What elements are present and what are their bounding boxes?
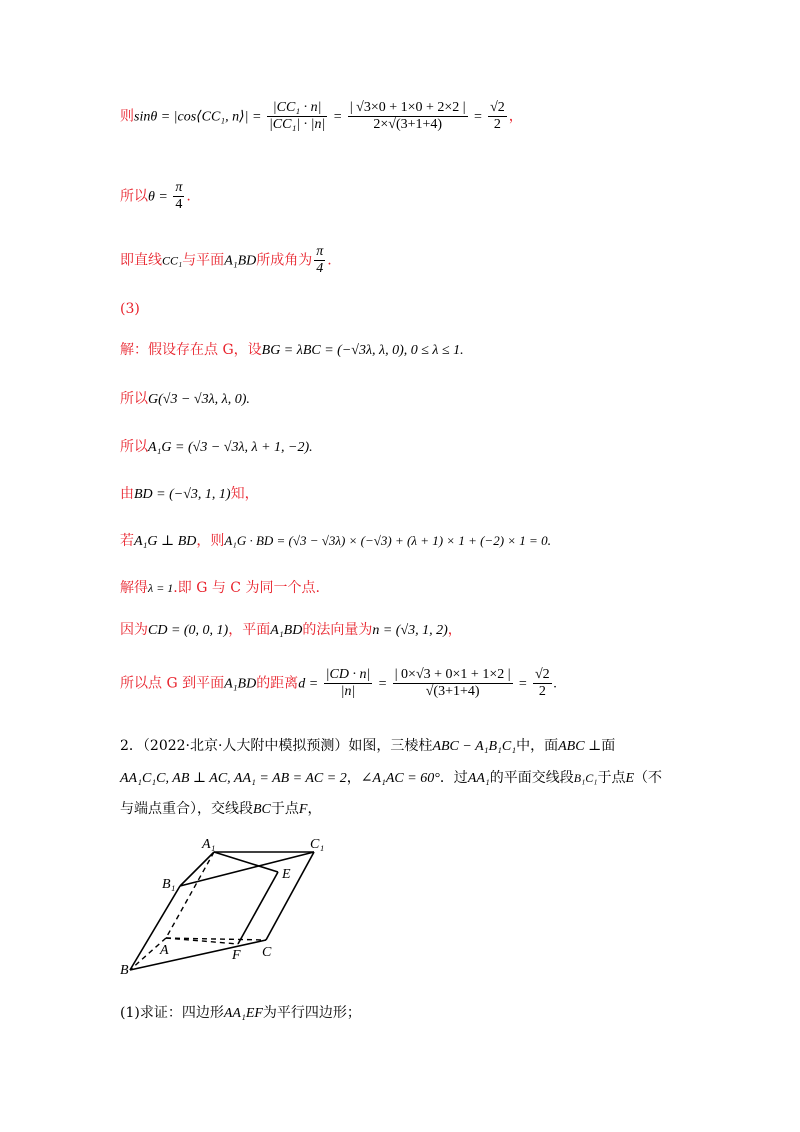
text: .: [327, 252, 332, 269]
text: 的距离: [256, 675, 299, 692]
label-c1: C₁: [310, 837, 325, 852]
math-expr: G(√3 − √3λ, λ, 0): [148, 392, 247, 407]
fraction: [267, 100, 327, 133]
math-expr: AA₁EF: [223, 1006, 263, 1021]
text: （不: [634, 770, 663, 786]
text: 由: [120, 486, 134, 502]
fraction-denominator: 4: [316, 261, 324, 276]
edge-b1-c1: [180, 852, 314, 886]
label-a1: A₁: [202, 837, 216, 852]
edge-b-c: [130, 940, 266, 970]
fraction: [314, 244, 325, 277]
text: 知，: [230, 486, 259, 502]
math-expr: B₁C₁: [573, 771, 598, 785]
fraction: [348, 100, 468, 133]
label-e: E: [282, 867, 291, 882]
fraction-denominator: |CC₁| · |n|: [268, 117, 326, 132]
math-expr: A₁G = (√3 − √3λ, λ + 1, −2): [148, 440, 310, 455]
fraction-denominator: 2: [538, 684, 546, 699]
math-expr: A₁G · BD = (√3 − √3λ) × (−√3) + (λ + 1) × 1 + (−2) × 1 = 0: [224, 533, 548, 548]
text: 面: [601, 738, 616, 754]
math-expr: A₁BD: [270, 623, 303, 638]
line-normal-vector: [120, 620, 462, 641]
text: 的法向量为: [302, 622, 373, 638]
edge-a-c: [166, 938, 266, 940]
text: .即 G 与 C 为同一个点.: [173, 580, 320, 596]
fraction: [173, 180, 184, 213]
text: 所以: [120, 439, 148, 455]
math-expr: =: [329, 109, 346, 125]
math-expr: BG = λBC = (−√3λ, λ, 0), 0 ≤ λ ≤ 1: [261, 343, 461, 358]
fraction-numerator: π: [316, 244, 324, 259]
text: .: [553, 676, 558, 692]
text: 所以点 G 到平面: [120, 675, 225, 692]
text: 即直线: [120, 252, 162, 269]
line-angle-result: [120, 244, 332, 277]
math-expr: λ = 1: [148, 581, 174, 595]
text: 与端点重合），交线段: [120, 801, 253, 817]
math-expr: E: [625, 771, 635, 786]
math-expr: θ =: [148, 189, 172, 205]
label-a: A: [160, 943, 169, 958]
line-assume-g: [120, 340, 464, 361]
math-expr: A₁BD: [224, 676, 257, 692]
math-expr: CD = (0, 0, 1): [148, 623, 229, 638]
line-sin-theta: [120, 100, 523, 133]
fraction-denominator: 4: [175, 197, 183, 212]
text: 若: [120, 533, 134, 549]
text: 与平面: [182, 252, 225, 269]
text: ，平面: [228, 622, 271, 638]
math-expr: CC₁: [162, 253, 183, 268]
text: 因为: [120, 622, 148, 638]
text: 解得: [120, 580, 148, 596]
math-expr: A₁G ⊥ BD: [134, 534, 197, 549]
math-expr: ∠A₁AC = 60°: [360, 771, 440, 786]
label-f: F: [232, 948, 241, 963]
fraction-numerator: | 0×√3 + 0×1 + 1×2 |: [394, 667, 511, 682]
text: .: [547, 534, 552, 549]
question-2-line-2: [120, 768, 662, 789]
text: ，: [346, 770, 361, 786]
line-perpendicular: [120, 531, 551, 552]
text: (1)求证：四边形: [120, 1005, 224, 1021]
math-expr: sinθ = |cos⟨CC₁, n⟩| =: [134, 109, 265, 125]
fraction-denominator: 2×√(3+1+4): [373, 117, 443, 132]
math-expr: ABC − A₁B₁C₁: [432, 739, 517, 754]
line-solve-lambda: [120, 578, 320, 598]
question-2-part-1: [120, 1003, 361, 1024]
math-expr: =: [469, 109, 487, 125]
math-expr: AA₁: [467, 771, 490, 786]
edge-a1-a: [166, 852, 214, 938]
fraction-numerator: √2: [490, 100, 505, 115]
line-bd-vector: [120, 484, 259, 505]
question-2-line-1: [120, 736, 615, 757]
text: 所以: [120, 188, 148, 205]
text: ，: [307, 801, 322, 817]
fraction: [393, 667, 513, 700]
fraction: [488, 100, 507, 133]
fraction-denominator: √(3+1+4): [425, 684, 480, 699]
text: ，: [447, 622, 462, 638]
fraction-numerator: | √3×0 + 1×0 + 2×2 |: [349, 100, 466, 115]
text: .: [186, 188, 191, 205]
text: .: [246, 392, 250, 407]
math-expr: A₁BD: [224, 253, 257, 269]
edge-b1-b: [130, 886, 180, 970]
text: 于点: [270, 801, 299, 817]
math-expr: BD = (−√3, 1, 1): [134, 487, 231, 502]
text: (3): [120, 301, 140, 317]
text: 则: [120, 108, 134, 125]
fraction-numerator: |CD · n|: [325, 667, 371, 682]
math-expr: n = (√3, 1, 2): [372, 623, 448, 638]
prism-figure: [118, 832, 348, 982]
text: 中，面: [516, 738, 559, 754]
text: 的平面交线段: [489, 770, 574, 786]
text: 2．（2022·北京·人大附中模拟预测）如图，三棱柱: [120, 738, 433, 754]
text: 解：假设存在点 G，设: [120, 342, 262, 358]
text: ，则: [196, 533, 225, 549]
fraction-denominator: 2: [493, 117, 501, 132]
fraction-denominator: |n|: [340, 684, 356, 699]
fraction-numerator: √2: [534, 667, 550, 682]
math-expr: d =: [298, 676, 322, 692]
math-expr: =: [374, 676, 391, 692]
text: 所以: [120, 391, 148, 407]
fraction-numerator: π: [175, 180, 183, 195]
line-distance: [120, 667, 557, 700]
text: ，: [508, 108, 523, 125]
fraction: [533, 667, 552, 700]
label-c: C: [262, 945, 272, 960]
question-2-line-3: [120, 799, 321, 820]
line-g-coords: [120, 389, 250, 410]
text: 为平行四边形；: [262, 1005, 361, 1021]
line-theta: [120, 180, 191, 213]
fraction: [324, 667, 373, 700]
text: 于点: [597, 770, 626, 786]
edge-e-f: [238, 872, 278, 944]
label-b1: B₁: [162, 877, 176, 892]
text: .: [460, 343, 464, 358]
line-part3-label: [120, 299, 140, 319]
text: .: [309, 440, 313, 455]
label-b: B: [120, 963, 129, 978]
line-a1g-vector: [120, 437, 313, 458]
math-expr: F: [298, 802, 308, 817]
text: 所成角为: [256, 252, 313, 269]
fraction-numerator: |CC₁ · n|: [267, 100, 327, 117]
math-expr: =: [514, 676, 531, 692]
text: ．过: [439, 770, 468, 786]
edge-c1-c: [266, 852, 314, 940]
math-expr: BC: [253, 802, 271, 817]
math-expr: AA₁C₁C, AB ⊥ AC, AA₁ = AB = AC = 2: [120, 771, 347, 786]
math-expr: ABC ⊥: [558, 739, 602, 754]
